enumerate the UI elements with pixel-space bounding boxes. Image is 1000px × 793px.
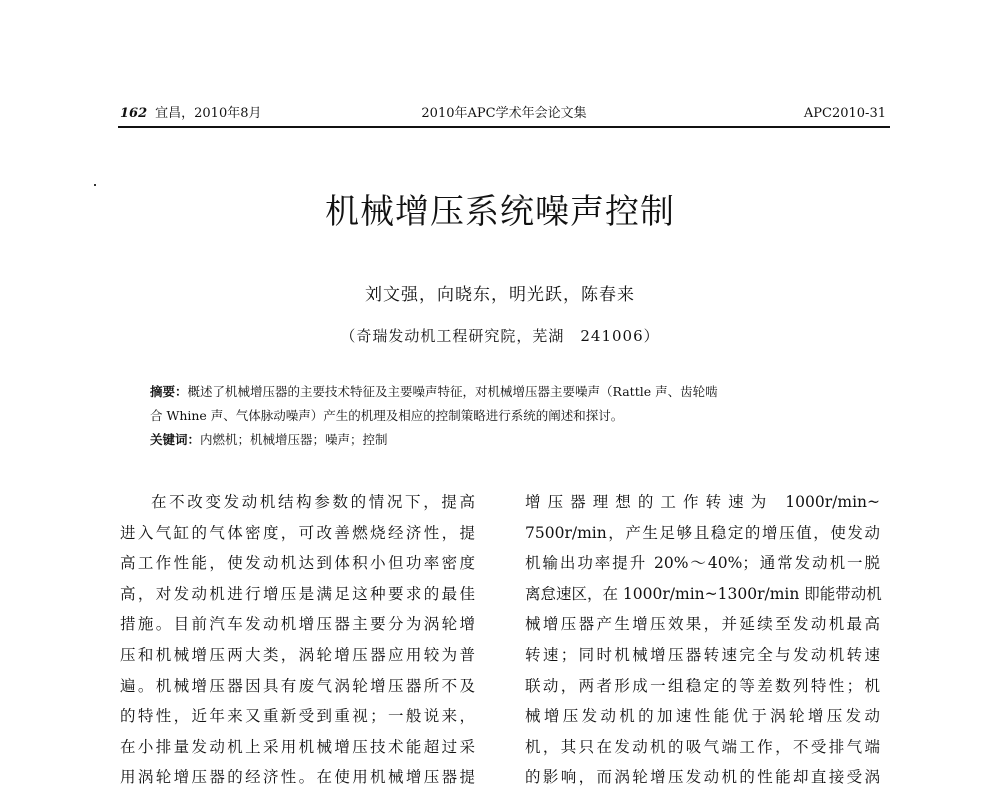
keywords-text: 内燃机；机械增压器；噪声；控制 (200, 432, 388, 447)
header-rule (118, 126, 890, 128)
body-line: 遍。机械增压器因具有废气涡轮增压器所不及 (120, 676, 475, 695)
scan-speck (94, 184, 96, 186)
abstract (150, 380, 850, 428)
paper-title: 机械增压系统噪声控制 (325, 192, 675, 232)
body-line: 械增压发动机的加速性能优于涡轮增压发动 (525, 707, 880, 726)
journal-name: 2010年APC学术年会论文集 (421, 106, 587, 121)
body-line: 联动，两者形成一组稳定的等差数列特性；机 (525, 676, 880, 695)
conference-location-date: 宜昌，2010年8月 (155, 106, 262, 121)
body-line: 的影响，而涡轮增压发动机的性能却直接受涡 (525, 768, 880, 787)
body-line: 高工作性能，使发动机达到体积小但功率密度 (120, 554, 475, 573)
body-line: 机输出功率提升 20%～40%；通常发动机一脱 (525, 554, 880, 573)
paper-code: APC2010-31 (803, 106, 886, 121)
body-line: 压和机械增压两大类，涡轮增压器应用较为普 (120, 645, 475, 664)
body-line: 措施。目前汽车发动机增压器主要分为涡轮增 (120, 615, 475, 634)
page-number: 162 (120, 106, 148, 121)
body-line: 转速；同时机械增压器转速完全与发动机转速 (525, 645, 880, 664)
authors: 刘文强，向晓东，明光跃，陈春来 (365, 285, 635, 305)
running-header (118, 103, 890, 125)
body-line: 增压器理想的工作转速为 1000r/min~ (525, 493, 880, 511)
body-left-column (120, 487, 475, 793)
body-line: 在小排量发动机上采用机械增压技术能超过采 (120, 737, 475, 756)
affiliation: （奇瑞发动机工程研究院，芜湖 241006） (340, 327, 660, 345)
abstract-line-2: 合 Whine 声、气体脉动噪声）产生的机理及相应的控制策略进行系统的阐述和探讨。 (150, 408, 624, 423)
body-line: 机，其只在发动机的吸气端工作，不受排气端 (525, 737, 880, 756)
keywords-label: 关键词： (150, 432, 201, 447)
body-line: 械增压器产生增压效果，并延续至发动机最高 (525, 615, 880, 634)
body-line: 高，对发动机进行增压是满足这种要求的最佳 (120, 584, 475, 603)
body-line: 进入气缸的气体密度，可改善燃烧经济性，提 (120, 523, 475, 542)
abstract-line-1 (150, 380, 850, 404)
abstract-text-1: 概述了机械增压器的主要技术特征及主要噪声特征，对机械增压器主要噪声（Rattle 声、齿轮啮 (187, 384, 718, 399)
body-line: 用涡轮增压器的经济性。在使用机械增压器提 (120, 768, 475, 787)
body-line: 的特性，近年来又重新受到重视；一般说来， (120, 707, 475, 726)
body-line: 7500r/min，产生足够且稳定的增压值，使发动 (525, 523, 880, 542)
body-line: 在不改变发动机结构参数的情况下，提高 (151, 493, 475, 511)
body-line: 离怠速区，在 1000r/min~1300r/min 即能带动机 (525, 584, 882, 603)
keywords (150, 428, 850, 452)
body-right-column (525, 487, 880, 793)
abstract-label: 摘要： (150, 384, 188, 399)
